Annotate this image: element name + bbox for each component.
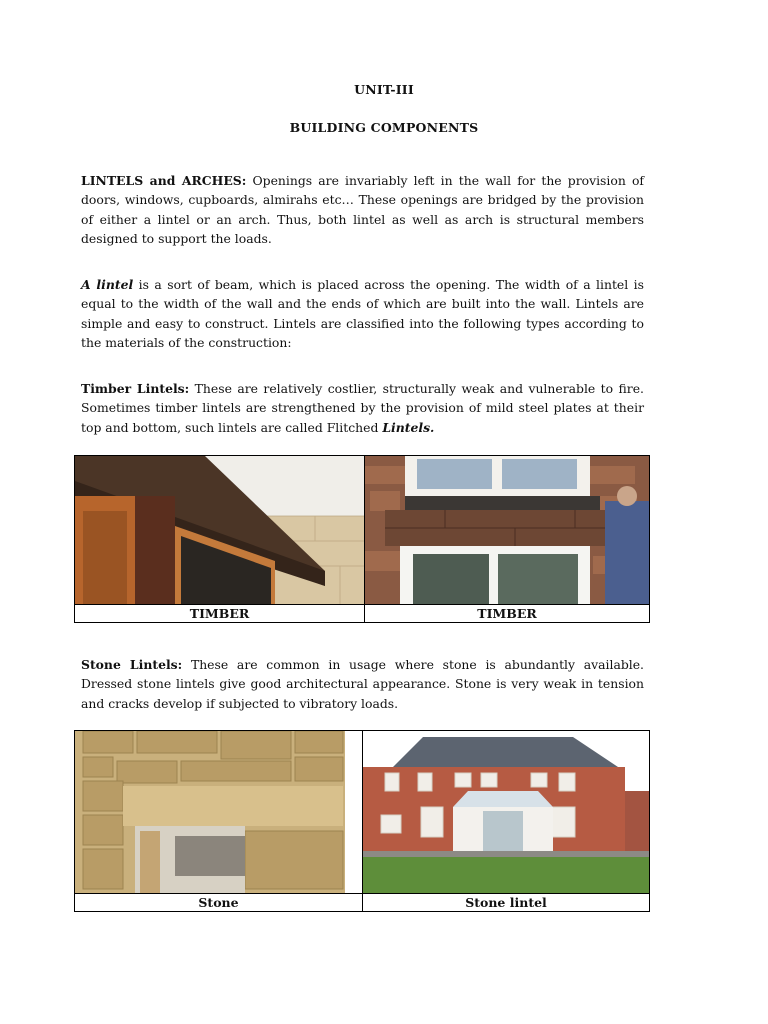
timber-lintel-photo-right: [365, 456, 649, 604]
timber-left-caption: TIMBER: [75, 605, 365, 623]
timber-lintels-term: Timber Lintels:: [81, 381, 190, 396]
lintels-arches-text: Openings are invariably left in the wall for the provision of doors, windows, cupboards, almirahs etc… These openings are bridged by the provision of either a lintel or an arch. Thus, both lintel as well as arch is structural members designed to support the loads.: [81, 173, 645, 246]
stone-left-image-cell: [75, 731, 363, 894]
a-lintel-term: A lintel: [81, 277, 134, 292]
timber-figure-table: [74, 455, 650, 623]
stone-lintels-text: These are common in usage where stone is abundantly available. Dressed stone lintels give good architectural appearance. Stone is very weak in tension and cracks develop if subjected to vibratory loads.: [81, 657, 644, 711]
stone-right-caption: Stone lintel: [363, 894, 650, 912]
stone-lintel-photo-right: [363, 731, 649, 893]
lintels-arches-term: LINTELS and ARCHES:: [81, 173, 247, 188]
stone-right-image-cell: [363, 731, 650, 894]
stone-lintels-paragraph: [81, 655, 644, 713]
stone-left-caption: Stone: [75, 894, 363, 912]
a-lintel-paragraph: [81, 275, 644, 352]
stone-lintel-photo-left: [75, 731, 362, 893]
stone-figure-table: [74, 730, 650, 912]
timber-left-image-cell: [75, 456, 365, 605]
timber-lintels-text: These are relatively costlier, structurally weak and vulnerable to fire. Sometimes timber lintels are strengthened by the provision of mild steel plates at their top and bottom, such lintels are called Flitched: [81, 381, 644, 435]
unit-heading: UNIT-III: [354, 82, 414, 97]
a-lintel-text: is a sort of beam, which is placed across the opening. The width of a lintel is equal to the width of the wall and the ends of which are built into the wall. Lintels are simple and easy to construct. Lintels are classified into the following types according to the materials of the construction:: [81, 277, 644, 350]
lintels-arches-paragraph: [81, 171, 644, 248]
timber-lintels-paragraph: [81, 379, 644, 437]
timber-lintel-photo-left: [75, 456, 364, 604]
timber-right-image-cell: [365, 456, 650, 605]
timber-right-caption: TIMBER: [365, 605, 650, 623]
page-title: BUILDING COMPONENTS: [289, 120, 479, 135]
timber-lintels-emphasis: Lintels.: [382, 419, 435, 435]
stone-lintels-term: Stone Lintels:: [81, 657, 183, 672]
